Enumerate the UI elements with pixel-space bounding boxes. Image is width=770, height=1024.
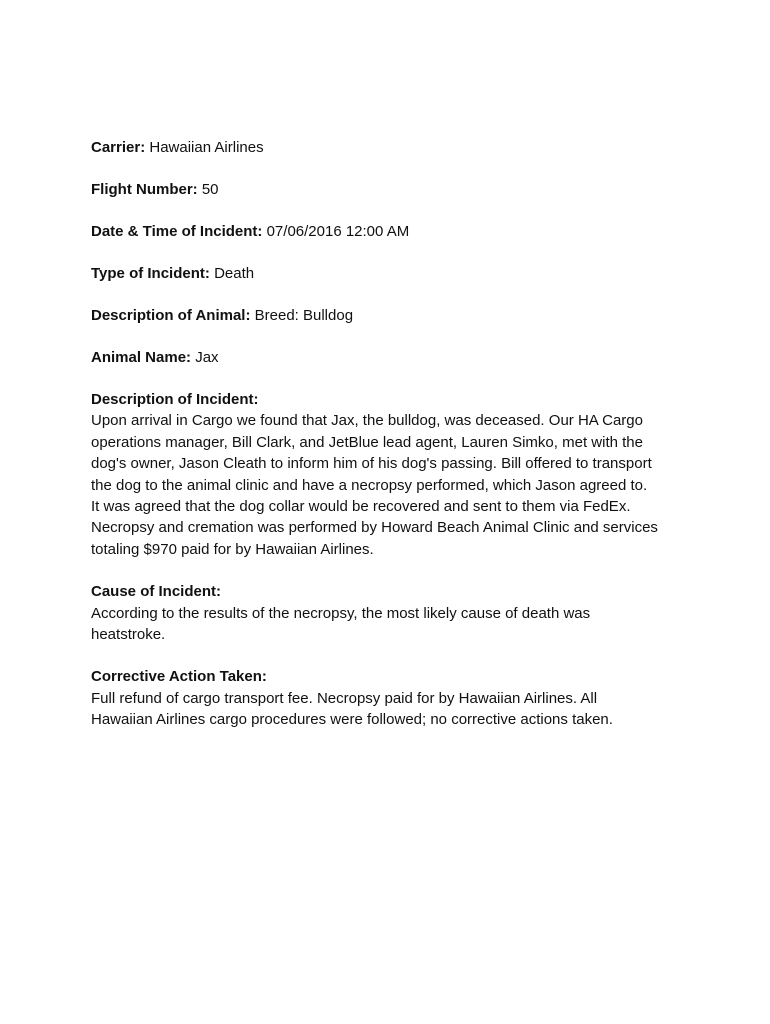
- text-line: Necropsy and cremation was performed by Howard Beach Animal Clinic and services: [91, 519, 658, 537]
- text-line: Full refund of cargo transport fee. Necropsy paid for by Hawaiian Airlines. All: [91, 689, 598, 707]
- text-line: Upon arrival in Cargo we found that Jax, the bulldog, was deceased. Our HA Cargo: [91, 412, 643, 430]
- text-line: Hawaiian Airlines cargo procedures were followed; no corrective actions taken.: [91, 711, 613, 729]
- field-label: Description of Animal:: [91, 307, 251, 324]
- incident-type-field: [91, 263, 701, 284]
- incident-report: [91, 137, 701, 752]
- field-label: Type of Incident:: [91, 265, 210, 282]
- text-line: heatstroke.: [91, 626, 166, 644]
- carrier-field: [91, 137, 701, 158]
- field-value: Jax: [195, 349, 219, 366]
- text-line: dog's owner, Jason Cleath to inform him of his dog's passing. Bill offered to transport: [91, 455, 652, 473]
- field-value: 07/06/2016 12:00 AM: [266, 223, 410, 240]
- text-line: It was agreed that the dog collar would be recovered and sent to them via FedEx.: [91, 498, 631, 516]
- field-value: Breed: Bulldog: [254, 307, 354, 324]
- text-line: operations manager, Bill Clark, and JetBlue lead agent, Lauren Simko, met with the: [91, 433, 643, 451]
- incident-description-section: [91, 389, 701, 560]
- field-label: Carrier:: [91, 139, 146, 156]
- section-heading: Corrective Action Taken:: [91, 668, 267, 686]
- field-value: 50: [201, 181, 219, 198]
- incident-cause-section: [91, 581, 701, 645]
- text-line: the dog to the animal clinic and have a necropsy performed, which Jason agreed to.: [91, 476, 648, 494]
- animal-name-field: [91, 347, 701, 368]
- text-line: According to the results of the necropsy, the most likely cause of death was: [91, 604, 591, 622]
- field-value: Death: [214, 265, 255, 282]
- section-body: [91, 603, 701, 646]
- flight-number-field: [91, 179, 701, 200]
- field-label: Date & Time of Incident:: [91, 223, 263, 240]
- section-heading: Description of Incident:: [91, 391, 259, 408]
- section-heading: Cause of Incident:: [91, 583, 222, 601]
- section-body: [91, 410, 701, 560]
- field-label: Animal Name:: [91, 349, 192, 366]
- incident-datetime-field: [91, 221, 701, 242]
- section-body: [91, 688, 701, 731]
- text-line: totaling $970 paid for by Hawaiian Airlines.: [91, 540, 374, 558]
- animal-description-field: [91, 305, 701, 326]
- corrective-action-section: [91, 666, 701, 730]
- field-value: Hawaiian Airlines: [149, 139, 264, 156]
- field-label: Flight Number:: [91, 181, 198, 198]
